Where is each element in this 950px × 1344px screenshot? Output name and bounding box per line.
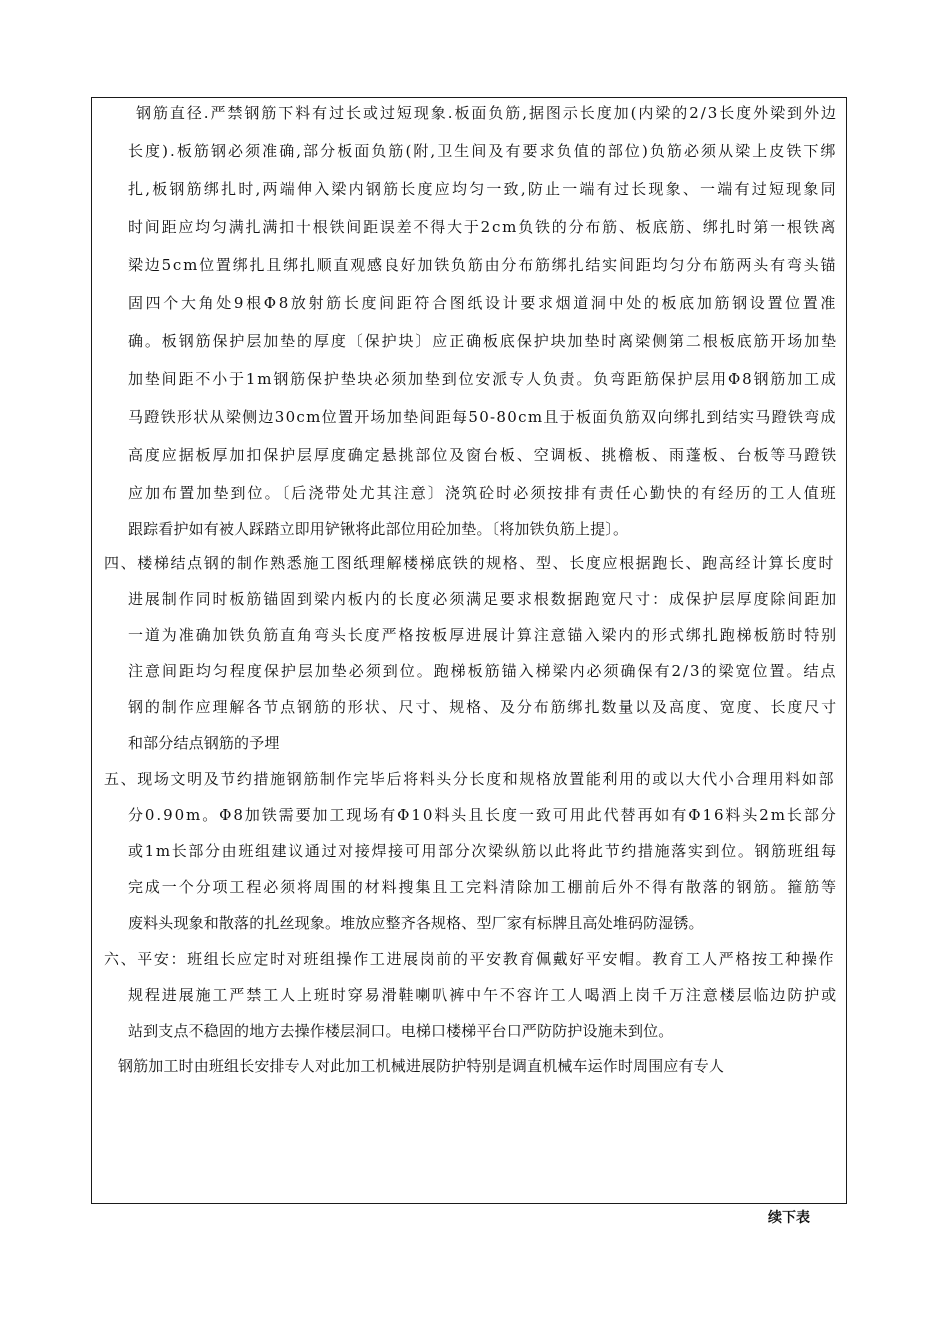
text-line: 高度应据板厚加扣保护层厚度确定悬挑部位及窗台板、空调板、挑檐板、雨蓬板、台板等马蹬铁 bbox=[128, 446, 839, 464]
text-line: 梁边5cm位置绑扎且绑扎顺直观感良好加铁负筋由分布筋绑扎结实间距均匀分布筋两头有弯头锚 bbox=[128, 256, 838, 274]
text-line: 固四个大角处9根Φ8放射筋长度间距符合图纸设计要求烟道洞中处的板底加筋钢设置位置准 bbox=[128, 294, 839, 312]
text-line: 分0.90m。Φ8加铁需要加工现场有Φ10料头且长度一致可用此代替再如有Φ16料头2m长部分 bbox=[128, 806, 838, 824]
text-line: 四、楼梯结点钢的制作熟悉施工图纸理解楼梯底铁的规格、型、长度应根据跑长、跑高经计算长度时 bbox=[104, 554, 836, 572]
text-line: 扎,板钢筋绑扎时,两端伸入梁内钢筋长度应均匀一致,防止一端有过长现象、一端有过短现象同 bbox=[128, 180, 838, 198]
text-line: 马蹬铁形状从梁侧边30cm位置开场加垫间距每50-80cm且于板面负筋双向绑扎到结实马蹬铁弯成 bbox=[128, 408, 837, 426]
continued-label: 续下表 bbox=[768, 1210, 810, 1226]
text-line: 长度).板筋钢必须准确,部分板面负筋(附,卫生间及有要求负值的部位)负筋必须从梁上皮铁下绑 bbox=[128, 142, 838, 160]
text-line: 六、平安：班组长应定时对班组操作工进展岗前的平安教育佩戴好平安帽。教育工人严格按工种操作 bbox=[104, 950, 836, 968]
text-line: 跟踪看护如有被人踩踏立即用铲锹将此部位用砼加垫。〔将加铁负筋上提〕。 bbox=[128, 520, 629, 538]
text-line: 或1m长部分由班组建议通过对接焊接可用部分次梁纵筋以此将此节约措施落实到位。钢筋班组每 bbox=[128, 842, 838, 860]
text-line: 站到支点不稳固的地方去操作楼层洞口。电梯口楼梯平台口严防防护设施未到位。 bbox=[128, 1022, 674, 1040]
text-line: 规程进展施工严禁工人上班时穿易滑鞋喇叭裤中午不容许工人喝酒上岗千万注意楼层临边防护或 bbox=[128, 986, 839, 1004]
text-line: 钢筋直径.严禁钢筋下料有过长或过短现象.板面负筋,据图示长度加(内梁的2/3长度外梁到外边 bbox=[136, 104, 838, 122]
text-line: 加垫间距不小于1m钢筋保护垫块必须加垫到位安派专人负责。负弯距筋保护层用Φ8钢筋加工成 bbox=[128, 370, 838, 388]
text-line: 钢的制作应理解各节点钢筋的形状、尺寸、规格、及分布筋绑扎数量以及高度、宽度、长度尺寸 bbox=[128, 698, 839, 716]
text-line: 一道为准确加铁负筋直角弯头长度严格按板厚进展计算注意锚入梁内的形式绑扎跑梯板筋时特别 bbox=[128, 626, 839, 644]
text-line: 时间距应均匀满扎满扣十根铁间距误差不得大于2cm负铁的分布筋、板底筋、绑扎时第一根铁离 bbox=[128, 218, 838, 236]
text-line: 钢筋加工时由班组长安排专人对此加工机械进展防护特别是调直机械车运作时周围应有专人 bbox=[118, 1057, 725, 1075]
text-line: 废料头现象和散落的扎丝现象。堆放应整齐各规格、型厂家有标牌且高处堆码防湿锈。 bbox=[128, 914, 704, 932]
text-line: 和部分结点钢筋的予埋 bbox=[128, 734, 280, 752]
text-line: 完成一个分项工程必须将周围的材料搜集且工完料清除加工棚前后外不得有散落的钢筋。箍筋等 bbox=[128, 878, 839, 896]
text-line: 进展制作同时板筋锚固到梁内板内的长度必须满足要求根数据跑宽尺寸：成保护层厚度除间距加 bbox=[128, 590, 839, 608]
text-line: 应加布置加垫到位。〔后浇带处尤其注意〕浇筑砼时必须按排有责任心勤快的有经历的工人值班 bbox=[128, 484, 838, 502]
text-line: 五、现场文明及节约措施钢筋制作完毕后将料头分长度和规格放置能利用的或以大代小合理用料如部 bbox=[104, 770, 836, 788]
text-line: 注意间距均匀程度保护层加垫必须到位。跑梯板筋锚入梯梁内必须确保有2/3的梁宽位置。结点 bbox=[128, 662, 838, 680]
text-line: 确。板钢筋保护层加垫的厚度〔保护块〕应正确板底保护块加垫时离梁侧第二根板底筋开场加垫 bbox=[128, 332, 839, 350]
